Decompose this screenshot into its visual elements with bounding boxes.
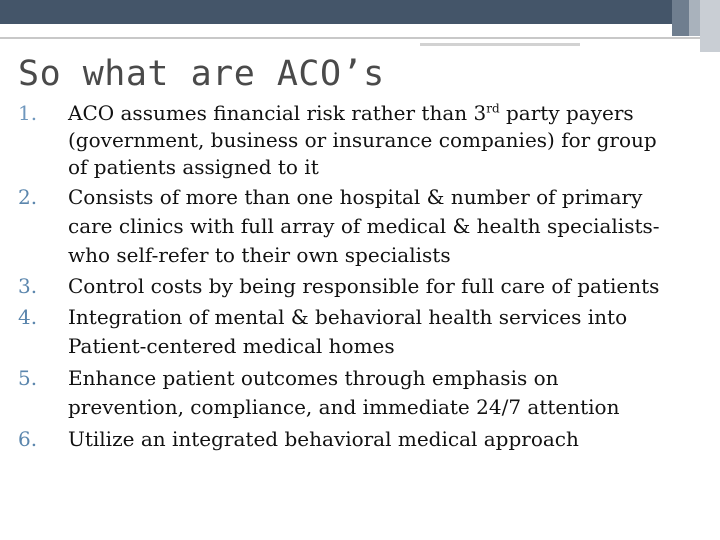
list-item-4	[18, 302, 698, 360]
list-line: Consists of more than one hospital & number of primary	[68, 185, 643, 209]
list-line: Utilize an integrated behavioral medical approach	[68, 427, 579, 451]
corner-accent-dark	[672, 0, 689, 36]
list-item-1	[18, 98, 698, 179]
list-line: Patient-centered medical homes	[68, 334, 395, 358]
list-item-6	[18, 424, 698, 453]
list-line: (government, business or insurance companies) for group	[68, 128, 657, 152]
title-rule-accent	[420, 43, 580, 46]
list-item-2	[18, 182, 698, 269]
list-line: prevention, compliance, and immediate 24/7 attention	[68, 395, 620, 419]
list-number: 4.	[18, 305, 38, 329]
list-line: care clinics with full array of medical & health specialists-	[68, 214, 660, 238]
corner-accent-light	[700, 0, 720, 52]
superscript: rd	[486, 101, 500, 116]
top-banner	[0, 0, 720, 24]
numbered-list	[18, 98, 698, 453]
list-number: 5.	[18, 366, 38, 390]
list-line: Enhance patient outcomes through emphasis on	[68, 366, 559, 390]
list-item-3	[18, 271, 698, 300]
list-line: ACO assumes financial risk rather than 3rd party payers	[68, 101, 634, 125]
list-item-5	[18, 363, 698, 421]
list-number: 1.	[18, 101, 38, 125]
list-line: Integration of mental & behavioral health services into	[68, 305, 628, 329]
list-number: 3.	[18, 274, 38, 298]
slide-title: So what are ACO’s	[18, 54, 385, 94]
list-line: of patients assigned to it	[68, 155, 319, 179]
list-number: 2.	[18, 185, 38, 209]
list-line: Control costs by being responsible for full care of patients	[68, 274, 660, 298]
list-line: who self-refer to their own specialists	[68, 243, 451, 267]
banner-gap	[0, 24, 720, 36]
title-rule	[0, 37, 700, 39]
list-number: 6.	[18, 427, 38, 451]
